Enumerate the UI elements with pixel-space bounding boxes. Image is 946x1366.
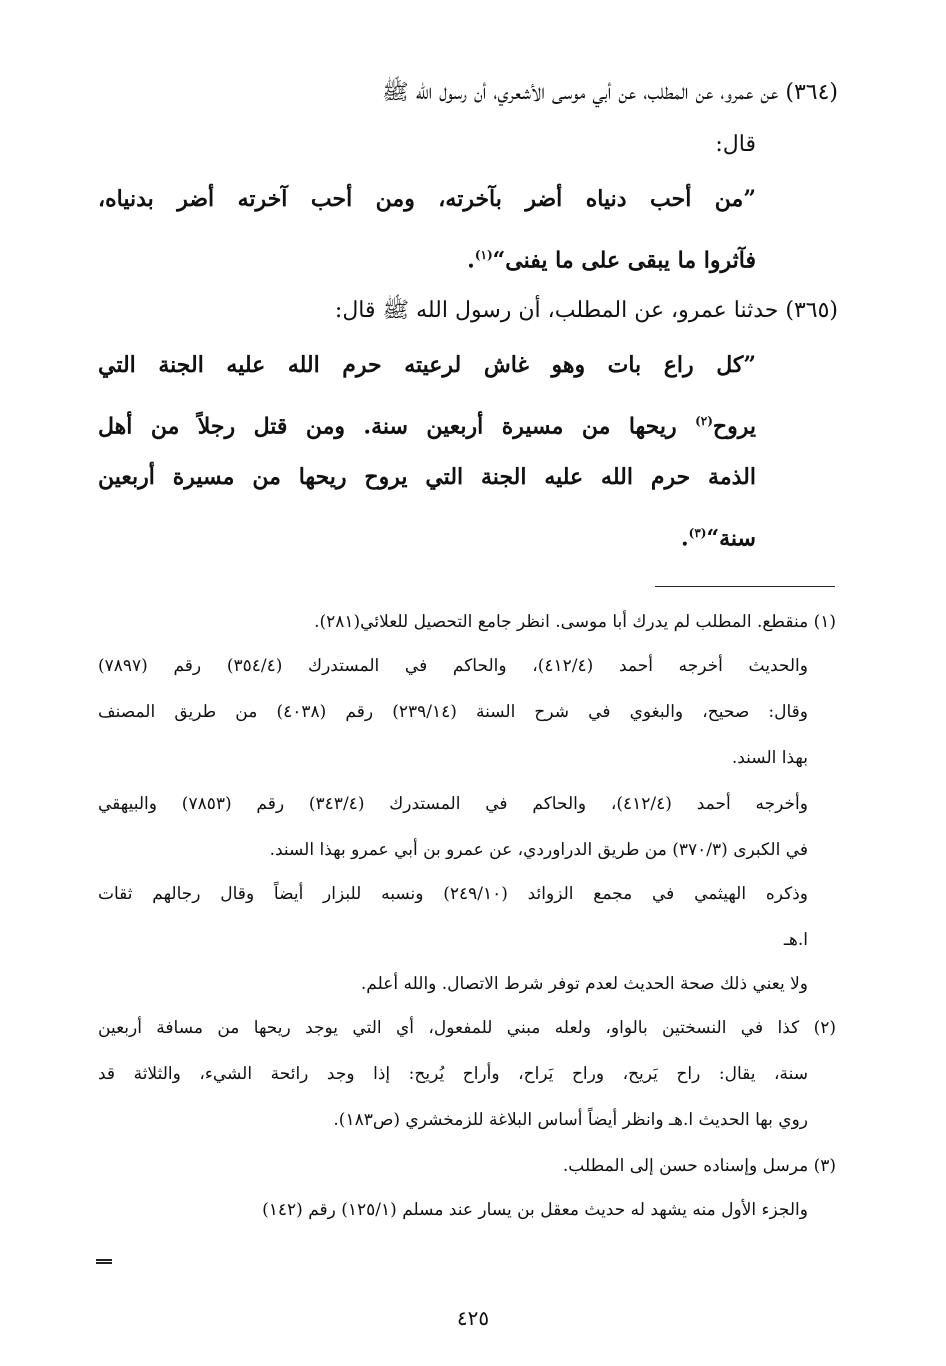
hadith-365-text-line-2 [98,406,756,441]
footnote-ref-2: (٢) [695,414,713,428]
footnote-1-line-4: بهذا السند. [731,748,808,768]
hadith-364-text-line-2-body: فآثروا ما يبقى على ما يفنى“ [492,247,756,274]
footnote-3-line-2: والجزء الأول منه يشهد له حديث معقل بن يسار عند مسلم (١٢٥/١) رقم (١٤٢) [262,1200,808,1220]
footnote-ref-1: (١) [474,248,493,262]
hadith-365-end-mark: . [680,525,689,552]
page-number: ٤٢٥ [456,1306,490,1330]
hadith-364-header: (٣٦٤) عن عمرو، عن المطلب، عن أبي موسى الأشعري، أن رسول الله ﷺ [382,80,838,105]
footnote-1-line-8: ا.هـ [783,930,808,950]
hadith-364-text-line-2 [467,240,756,275]
hadith-365-text-line-4 [681,518,756,553]
footnote-1-line-2: والحديث أخرجه أحمد (٤١٢/٤)، والحاكم في المستدرك (٣٥٤/٤) رقم (٧٨٩٧) [98,656,808,676]
footnote-separator [655,586,835,587]
footnote-ref-3: (٣) [688,526,707,540]
hadith-364-text-line-1: ”من أحب دنياه أضر بآخرته، ومن أحب آخرته أضر بدنياه، [98,186,756,212]
footnote-1-line-6: في الكبرى (٣٧٠/٣) من طريق الدراوردي، عن عمرو بن أبي عمرو بهذا السند. [269,840,808,860]
footnote-1-line-3: وقال: صحيح، والبغوي في شرح السنة (٢٣٩/١٤) رقم (٤٠٣٨) من طريق المصنف [98,702,808,722]
footnote-2-line-1: (٢) كذا في النسختين بالواو، ولعله مبني للمفعول، أي التي يوجد ريحها من مسافة أربعين [98,1018,836,1038]
hadith-365-text-line-2b: ريحها من مسيرة أربعين سنة. ومن قتل رجلاً من أهل [98,413,677,440]
footnote-1-line-1: (١) منقطع. المطلب لم يدرك أبا موسى. انظر جامع التحصيل للعلائي(٢٨١). [314,612,836,632]
hadith-365-text-line-3: الذمة حرم الله عليه الجنة التي يروح ريحها من مسيرة أربعين [98,464,756,490]
hadith-365-text-line-1: ”كل راع بات وهو غاش لرعيته حرم الله عليه الجنة التي [98,352,756,378]
footnote-2-line-2: سنة، يقال: راح يَريح، وراح يَراح، وأراح يُريح: إذا وجد رائحة الشيء، والثلاثة قد [98,1064,808,1084]
hadith-364-qala: قال: [715,132,756,157]
footnote-2-line-3: روي بها الحديث ا.هـ وانظر أيضاً أساس البلاغة للزمخشري (ص١٨٣). [333,1110,808,1130]
continuation-mark [96,1259,112,1264]
footnote-1-line-7: وذكره الهيثمي في مجمع الزوائد (٢٤٩/١٠) ونسبه للبزار أيضاً وقال رجالهم ثقات [98,884,808,904]
footnote-1-line-9: ولا يعني ذلك صحة الحديث لعدم توفر شرط الاتصال. والله أعلم. [360,974,808,994]
hadith-365-text-line-2a: يروح [712,413,756,440]
footnote-1-line-5: وأخرجه أحمد (٤١٢/٤)، والحاكم في المستدرك (٣٤٣/٤) رقم (٧٨٥٣) والبيهقي [98,794,808,814]
footnote-3-line-1: (٣) مرسل وإسناده حسن إلى المطلب. [562,1156,836,1176]
hadith-364-end-mark: . [467,247,475,274]
hadith-365-text-line-4-body: سنة“ [706,525,756,552]
hadith-365-header: (٣٦٥) حدثنا عمرو، عن المطلب، أن رسول الله ﷺ قال: [334,298,838,323]
